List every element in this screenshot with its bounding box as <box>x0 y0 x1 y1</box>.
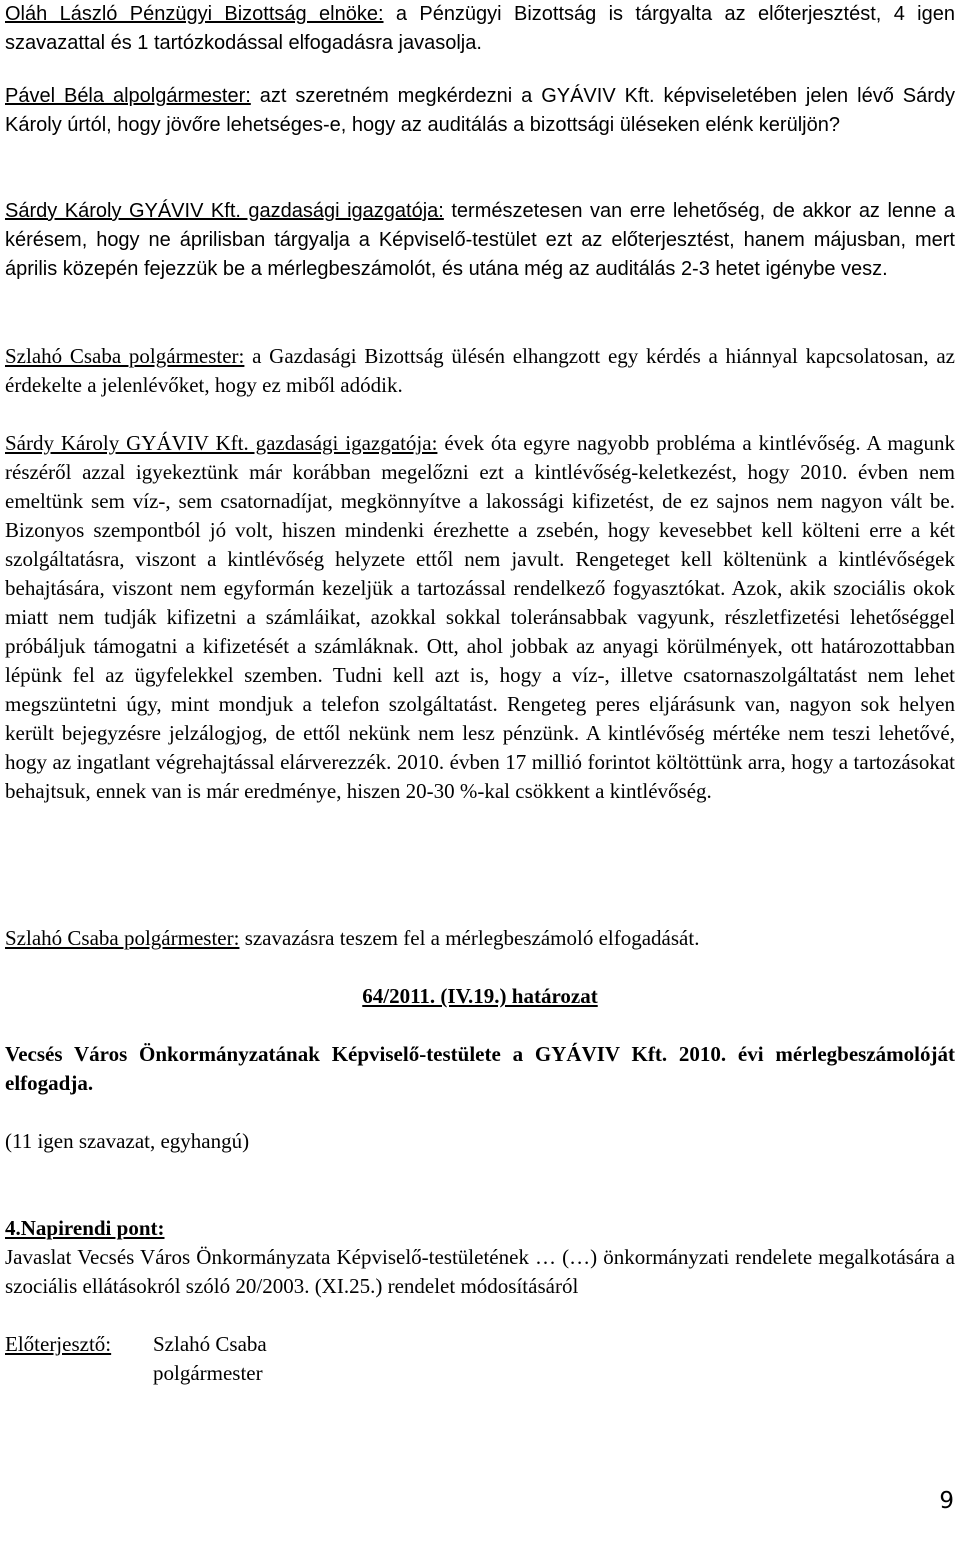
speaker-pavel: Pável Béla alpolgármester: <box>5 85 251 107</box>
speech-sardy-2: évek óta egyre nagyobb probléma a kintlévőség. A magunk részéről azzal igyekeztünk már korábban megelőzni ezt a kintlévőség-keletkezést, hogy 2010. évben nem emeltünk sem víz-, sem csatornadíjat, megkönnyítve a lakossági kifizetést, de ez sajnos nem nagyon vált be. Bizonyos szempontból jó volt, hiszen mindenki érezhette a zsebén, hogy kevesebbet kell költeni erre a két szolgáltatásra, viszont a kintlévőség helyzete ettől nem javult. Rengeteget kell költenünk a kintlévőségek behajtására, viszont nem egyformán kezeljük a tartozással rendelkező fogyasztókat. Azok, akik szociális okok miatt nem tudják kifizetni a számláikat, azokkal sokkal toleránsabbak vagyunk, részletfizetési lehetőséggel próbáljuk támogatni a kifizetését a számláknak. Ott, ahol jobbak az anyagi körülmények, ott határozottabban lépünk fel az ügyfelekkel szemben. Tudni kell azt is, hogy a víz-, illetve csatornaszolgáltatást nem lehet megszüntetni úgy, mint mondjuk a telefon szolgáltatást. Rengeteg peres eljárásunk van, nagyon sok helyen került bejegyzésre jelzálogjog, de ettől nekünk nem lesz pénzünk. A kintlévőség mértéke nem teszi lehetővé, hogy az ingatlant végrehajtással elárverezzék. 2010. évben 17 millió forintot költöttünk arra, hogy a tartozásokat behajtsuk, ennek van is már eredménye, hiszen 20-30 %-kal csökkent a kintlévőség. <box>5 431 955 803</box>
speech-szlaho-2: szavazásra teszem fel a mérlegbeszámoló elfogadását. <box>239 926 700 950</box>
paragraph-szlaho-2 <box>5 924 955 953</box>
paragraph-sardy-1 <box>5 197 955 284</box>
speech-sardy-1: természetesen van erre lehetőség, de akkor az lenne a kérésem, hogy ne áprilisban tárgyalja a Képviselő-testület ezt az előterjesztést, hanem májusban, mert április közepén fejezzük be a mérlegbeszámolót, és utána még az auditálás 2-3 hetet igénybe vesz. <box>5 200 956 280</box>
presenter-name: Szlahó Csaba <box>153 1332 267 1356</box>
speaker-szlaho-2: Szlahó Csaba polgármester: <box>5 926 240 950</box>
paragraph-szlaho-1 <box>5 342 955 400</box>
presenter-row <box>5 1330 955 1388</box>
presenter-label-cell <box>5 1330 153 1388</box>
resolution-vote: (11 igen szavazat, egyhangú) <box>5 1129 250 1153</box>
speech-pavel: azt szeretném megkérdezni a GYÁVIV Kft. képviseletében jelen lévő Sárdy Károly úrtól, hogy jövőre lehetséges-e, hogy az auditálás a bizottsági üléseken elénk kerüljön? <box>5 85 956 136</box>
speech-szlaho-1: a Gazdasági Bizottság ülésén elhangzott egy kérdés a hiánnyal kapcsolatosan, az érdekelte a jelenlévőket, hogy ez miből adódik. <box>5 344 955 397</box>
page-number: 9 <box>939 1488 954 1514</box>
speaker-sardy-2: Sárdy Károly GYÁVIV Kft. gazdasági igazgatója: <box>5 431 438 455</box>
paragraph-olah <box>5 0 955 58</box>
paragraph-sardy-2 <box>5 429 955 806</box>
paragraph-pavel <box>5 82 955 140</box>
speaker-olah: Oláh László Pénzügyi Bizottság elnöke: <box>5 3 384 25</box>
speaker-szlaho-1: Szlahó Csaba polgármester: <box>5 344 245 368</box>
presenter-title: polgármester <box>153 1361 263 1385</box>
presenter-name-block <box>153 1330 267 1388</box>
agenda-text: Javaslat Vecsés Város Önkormányzata Képviselő-testületének … (…) önkormányzati rendelete megalkotására a szociális ellátásokról szóló 20/2003. (XI.25.) rendelet módosításáról <box>5 1245 955 1298</box>
agenda-heading: 4.Napirendi pont: <box>5 1216 165 1240</box>
resolution-title: Vecsés Város Önkormányzatának Képviselő-testülete a GYÁVIV Kft. 2010. évi mérlegbeszámolóját elfogadja. <box>5 1042 955 1095</box>
resolution-number: 64/2011. (IV.19.) határozat <box>362 984 598 1008</box>
presenter-label: Előterjesztő: <box>5 1332 112 1356</box>
speech-olah: a Pénzügyi Bizottság is tárgyalta az előterjesztést, 4 igen szavazattal és 1 tartózkodással elfogadásra javasolja. <box>5 3 955 54</box>
speaker-sardy-1: Sárdy Károly GYÁVIV Kft. gazdasági igazgatója: <box>5 200 444 222</box>
